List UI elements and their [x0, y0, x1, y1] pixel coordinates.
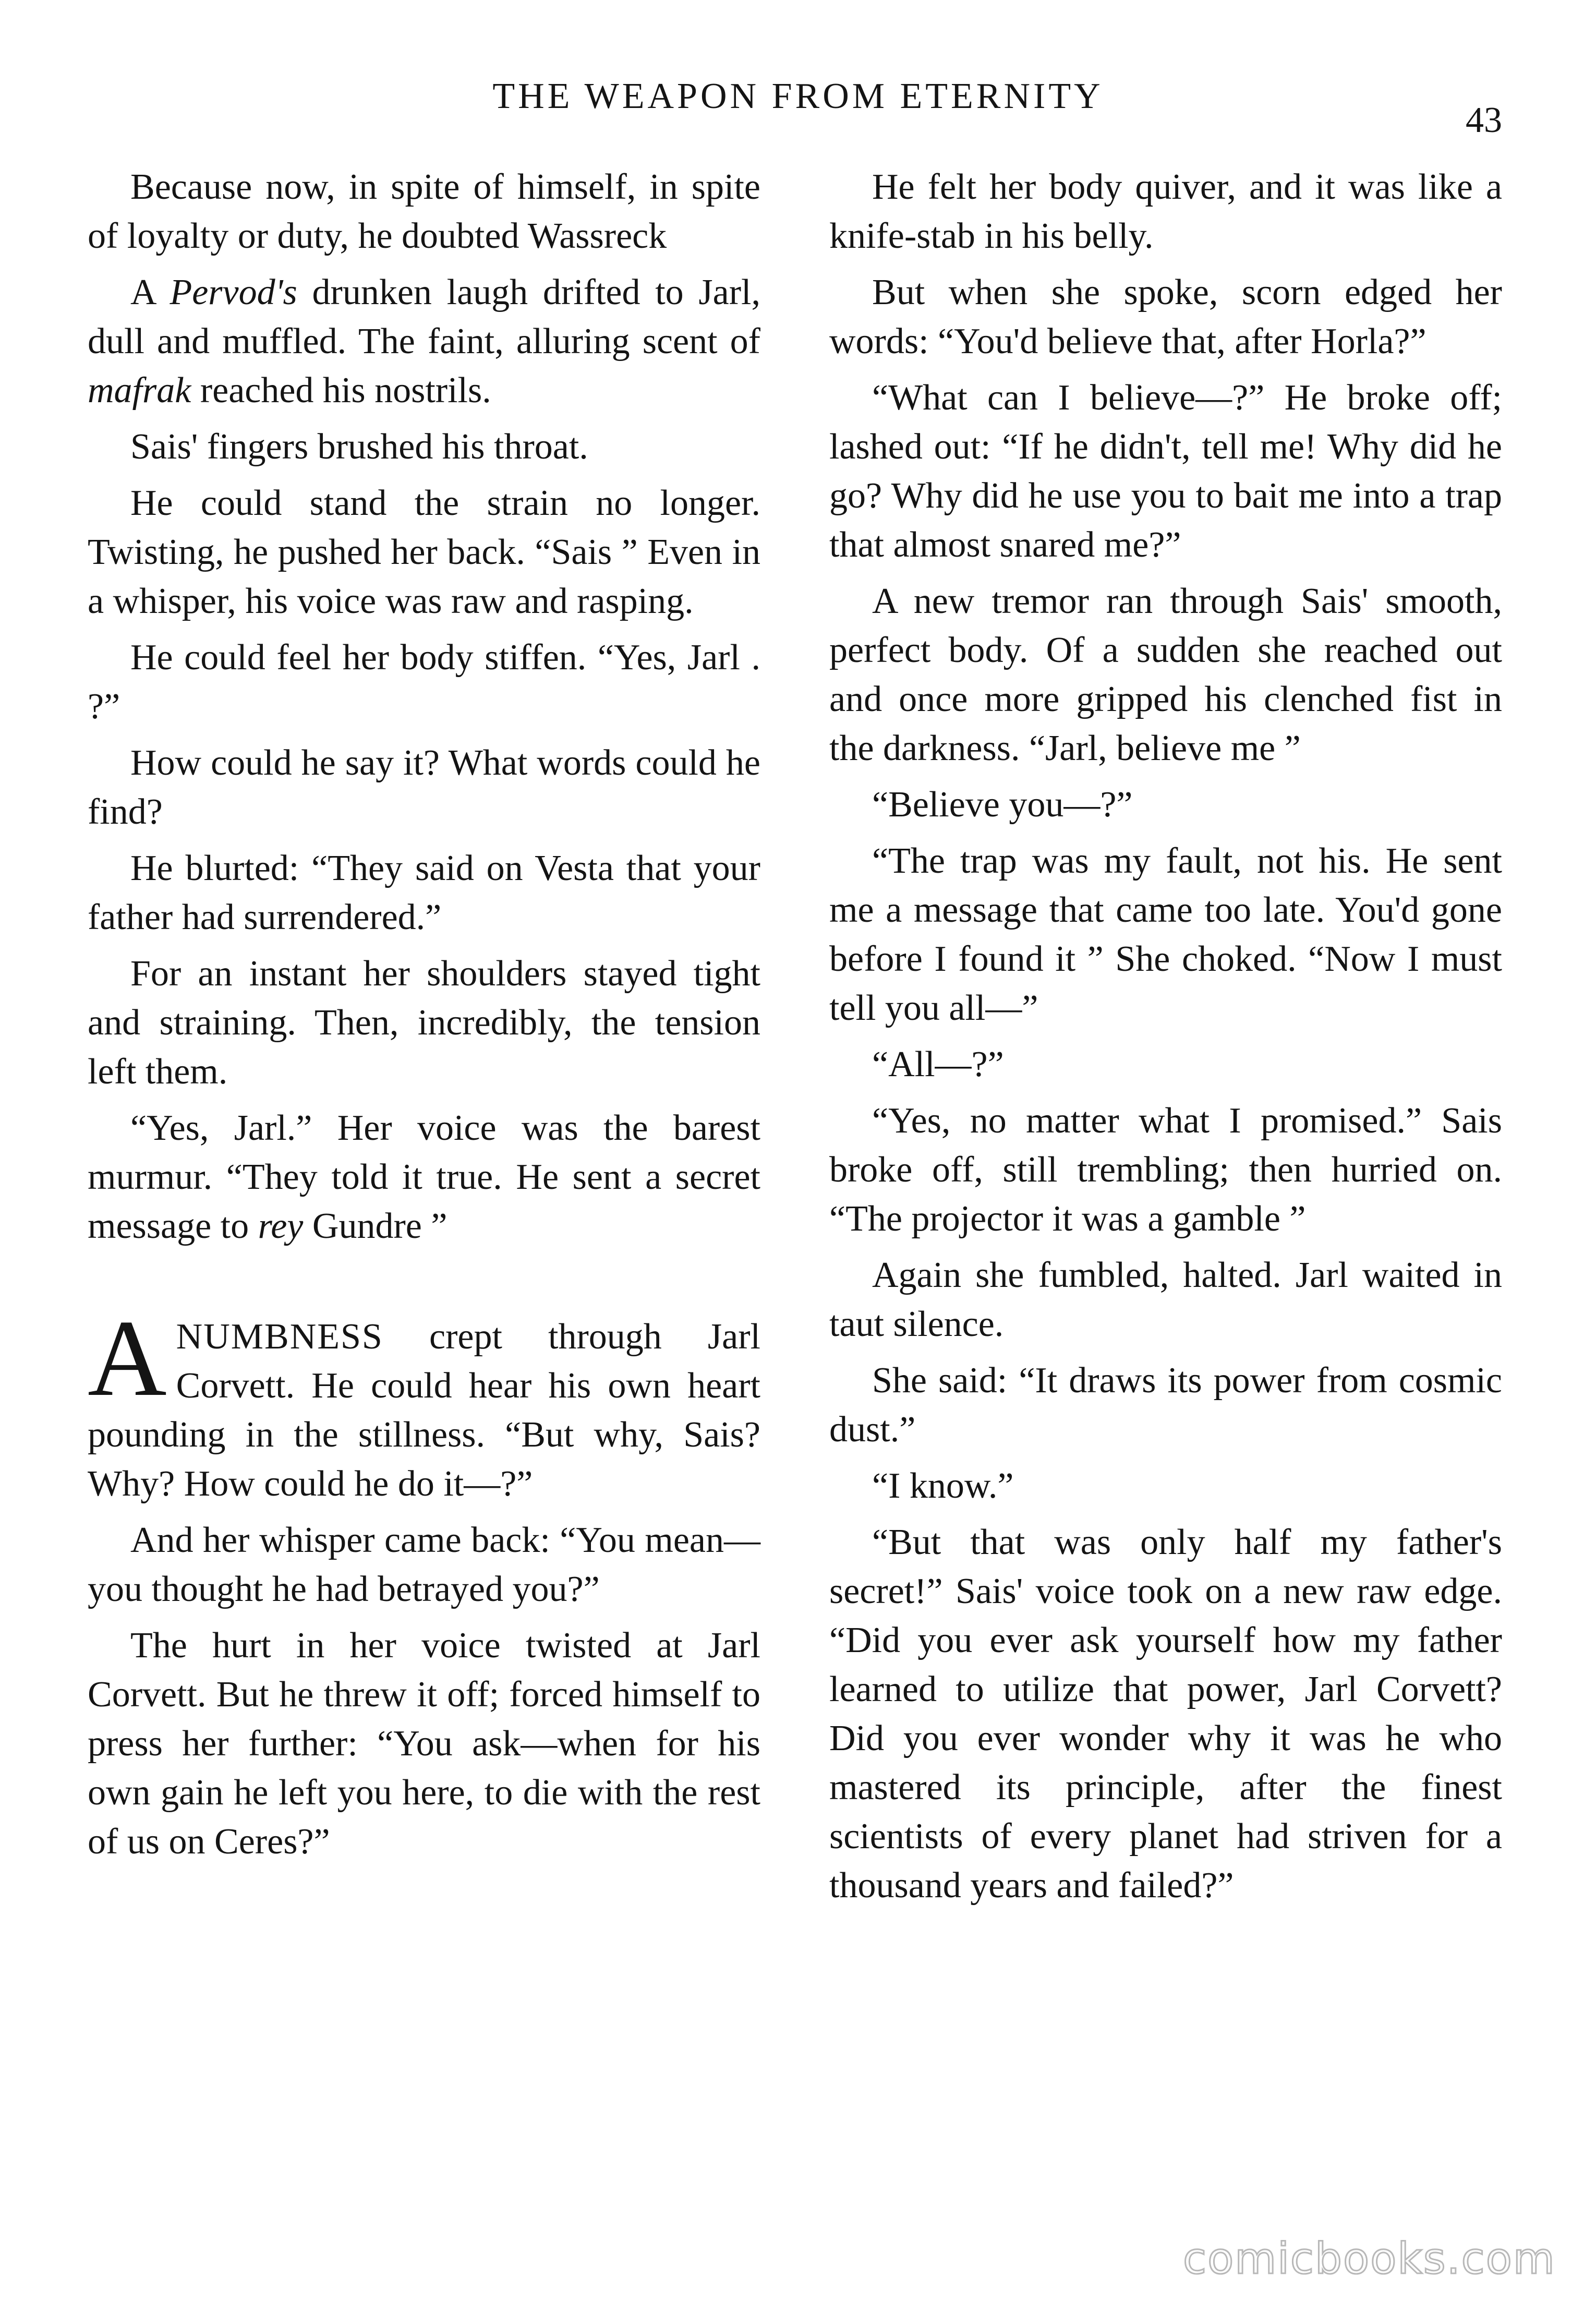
paragraph: “But that was only half my father's secret!” Sais' voice took on a new raw edge. “Did you ever ask yourself how my father learned to utilize that power, Jarl Corvett? Did you ever wonder why it was he who mastered its principle, after the finest scientists of every planet had striven for a thousand years and failed?” [829, 1522, 1502, 1906]
paragraph: How could he say it? What words could he find? [88, 743, 760, 832]
paragraph: For an instant her shoulders stayed tight and straining. Then, incredibly, the tension left them. [88, 954, 760, 1092]
paragraph: “The trap was my fault, not his. He sent me a message that came too late. You'd gone before I found it ” She choked. “Now I must tell you all—” [829, 841, 1502, 1028]
paragraph: “Yes, no matter what I promised.” Sais broke off, still trembling; then hurried on. “The projector it was a gamble ” [829, 1101, 1502, 1239]
text-run: “Yes, Jarl.” Her voice was the barest murmur. “They told it true. He sent a secret message to [88, 1108, 760, 1246]
paragraph: Sais' fingers brushed his throat. [130, 427, 588, 467]
text-run: Gundre ” [303, 1206, 448, 1246]
paragraph: Because now, in spite of himself, in spite of loyalty or duty, he doubted Wassreck [88, 167, 760, 256]
drop-cap: A [88, 1298, 167, 1419]
paragraph: He could feel her body stiffen. “Yes, Jarl . ?” [88, 637, 760, 727]
paragraph-drop-cap [88, 1298, 760, 1509]
running-title: THE WEAPON FROM ETERNITY [492, 76, 1104, 116]
text-run: reached his nostrils. [191, 370, 491, 411]
text-run: A [130, 272, 170, 312]
watermark: comicbooks.com [1183, 2234, 1556, 2284]
paragraph: She said: “It draws its power from cosmic dust.” [829, 1360, 1502, 1450]
paragraph: He could stand the strain no longer. Twisting, he pushed her back. “Sais ” Even in a whisper, his voice was raw and rasping. [88, 483, 760, 621]
left-column [88, 163, 760, 1874]
paragraph: But when she spoke, scorn edged her words: “You'd believe that, after Horla?” [829, 272, 1502, 362]
paragraph: He blurted: “They said on Vesta that your father had surrendered.” [88, 848, 760, 937]
italic-word: mafrak [88, 370, 191, 411]
paragraph: Again she fumbled, halted. Jarl waited in taut silence. [829, 1255, 1502, 1344]
paragraph [88, 268, 760, 415]
text-run: drunken laugh drifted to Jarl, dull and muffled. The faint, alluring scent of [88, 272, 760, 362]
paragraph [88, 1104, 760, 1251]
paragraph: “What can I believe—?” He broke off; lashed out: “If he didn't, tell me! Why did he go? Why did he use you to bait me into a trap that almost snared me?” [829, 378, 1502, 565]
paragraph: “Believe you—?” [872, 785, 1133, 825]
paragraph: “I know.” [872, 1466, 1014, 1506]
text-run: crept through Jarl Corvett. He could hear his own heart pounding in the stillness. “But why, Sais? Why? How could he do it—?” [88, 1317, 760, 1504]
paragraph: The hurt in her voice twisted at Jarl Corvett. But he threw it off; forced himself to press her further: “You ask—when for his own gain he left you here, to die with the rest of us on Ceres?” [88, 1625, 760, 1862]
right-column [829, 163, 1502, 1918]
paragraph: And her whisper came back: “You mean—you thought he had betrayed you?” [88, 1520, 760, 1609]
section-break [88, 1258, 760, 1312]
italic-word: rey [258, 1206, 304, 1246]
italic-word: Pervod's [170, 272, 297, 312]
paragraph: “All—?” [872, 1044, 1004, 1085]
page-number: 43 [1466, 100, 1502, 140]
paragraph: He felt her body quiver, and it was like a knife-stab in his belly. [829, 167, 1502, 256]
paragraph: A new tremor ran through Sais' smooth, perfect body. Of a sudden she reached out and once more gripped his clenched fist in the darkness. “Jarl, believe me ” [829, 581, 1502, 768]
lead-caps: NUMBNESS [176, 1317, 383, 1357]
